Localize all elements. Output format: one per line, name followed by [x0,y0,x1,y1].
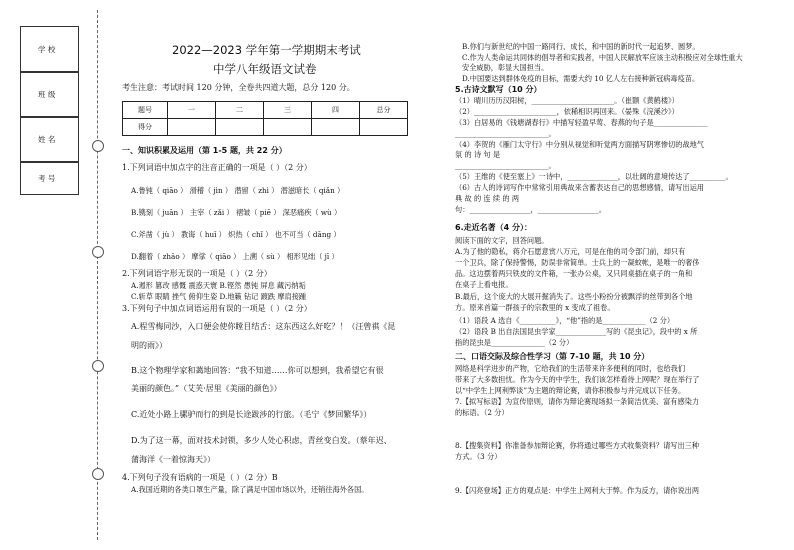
answer-line: （5）王维的《使至塞上》一诗中，______________，以壮阔的意境传达了__________。 [455,172,733,181]
option-line: D.翻着（ zhāo ） 摩挲（ qiāo ） 上溯（ sù ） 相形见绌（ jī ） [131,252,339,261]
option-line: 美丽的颜色。”（艾芙·居里《美丽的颜色》） [131,384,282,393]
answer-line: __________________________。 [455,161,556,170]
passage-line: 带来了大多数担忧。作为今天的中学生，我们该怎样看待上网呢？现在举行了 [455,375,700,384]
table-cell: 三 [264,102,312,119]
table-cell [264,119,312,136]
question-line: 2.下列词语字形无误的一项是（ ）（2 分） [122,269,272,278]
option-line: C.斧凿（ jù ） 教诲（ huǐ ） 炽热（ chǐ ） 也不可当（ dāng ） [131,230,341,239]
name-label: 姓 名 [38,135,56,144]
table-cell: 得分 [123,119,168,136]
question-heading: 6.走近名著（4 分）： [455,223,532,232]
passage-line: B.最后，这个庞大的大展开掘消失了。这些小粉扮分被飘浮的丝带到各个地 [455,292,693,301]
passage-line: 品。这边摆着两只铁皮的文件箱，一张办公桌，又只同桌插在桌子的一角和 [455,269,693,278]
class-label: 班 级 [38,90,56,99]
passage-line: 方。原来首篇一群孩子的宗教里的 x 变成了祖卷。 [455,303,615,312]
answer-line: 指的昆虫是_______________（2 分） [455,338,574,347]
binding-hole [92,468,104,480]
section-heading: 二、口语交际及综合性学习（第 7-10 题，共 10 分） [455,352,650,361]
option-line: D.为了这一幕，面对技术封锁，多少人处心积虑，青丝变白发。（蔡年迟、 [131,436,392,445]
table-cell [312,119,360,136]
question-line: 7.【拟写标语】为宣传原则，请你为辩论赛现场拟一条简洁优美、富有感染力 [455,397,700,406]
binding-hole [92,246,104,258]
passage-line: A.为了他的隐私，蒋介石愿意赏八万元，可是在他的司令部门前，却只有 [455,247,686,256]
answer-line: （3）白居易的《钱塘湖春行》中描写轻盈早莺、春燕的句子是_______________ [455,118,708,127]
question-line: 9.【闪亮登场】正方的观点是：中学生上网利大于弊。作为反方，请你说出两 [455,486,700,495]
table-cell: 四 [312,102,360,119]
question-line: 8.【搜集资料】你准备参加辩论赛，你将通过哪些方式收集资料？请写出三种 [455,441,700,450]
exam-notice: 考生注意：考试时间 120 分钟，全卷共四道大题，总分 120 分。 [122,83,355,92]
answer-line: 句：_________________，_________________。 [455,205,606,214]
answer-line: （6）古人的诗词写作中常常引用典故来含蓄表达自己的思想感情，请写出运用 [455,183,704,192]
option-line: B.镌刻（ juān ） 主宰（ zǎi ） 褶皱（ piē ） 深恶痛疾（ wù ） [131,208,342,217]
table-row [123,119,408,136]
school-label: 学 校 [38,45,56,54]
answer-line: （2）_______________________，依稀相识再回来。（晏殊《浣溪沙》） [455,107,679,116]
exam-subtitle: 中学八年级语文试卷 [213,62,317,76]
option-line: A.遏形 篡改 感慨 震惑天寰 B.铿然 愚钝 屏息 藏污纳垢 [131,281,306,290]
section-heading: 一、知识积累及运用（第 1-5 题，共 22 分） [122,146,287,155]
passage-line: 网络是科学进步的产物，它给我们的生活带来许多便利的同时，也给我们 [455,364,686,373]
option-line: 安全威胁，彰显大国担当。 [462,63,549,72]
table-cell: 一 [168,102,216,119]
question-line: 方式。（3 分） [455,452,502,461]
option-line: D.中国要达到群体免疫的目标，需要大约 10 亿人左右接种新冠病毒疫苗。 [462,74,700,83]
passage-line: 阅读下面的文字，回答问题。 [455,236,549,245]
answer-line: （1）晴川历历汉阳树，_______________________。（崔颢《黄鹤楼》） [455,96,679,105]
question-line: 1.下列词语中加点字的注音正确的一项是（ ）（2 分） [122,163,312,172]
table-cell: 题号 [123,102,168,119]
question-line: 的标语。（2 分） [455,408,509,417]
answer-line: （1）语段 A 选自《__________》，“他”指的是____________（2 分） [455,316,675,325]
passage-line: 在桌子上看电报。 [455,280,513,289]
exam-title: 2022—2023 学年第一学期期末考试 [172,43,361,57]
option-line: C.近处小路上骡驴而行的到是长途跋涉的行旅。（毛宁《梦回繁华》） [131,410,372,419]
option-line: C.作为人类命运共同体的倡导者和实践者，中国人民解放军应该主动积极应对全球性重大 [462,53,743,62]
passage-line: 一个卫兵，除了保持警惕，防误非常简单。士兵上的一凝蚊帐，是唯一的奢侈 [455,258,700,267]
option-line: B.你们与新世纪的中国一路同行、成长，和中国的新时代一起追梦、圆梦。 [462,42,700,51]
option-line: 蒲海洋《一着惊海天》） [131,455,215,464]
option-line: A.我国近期的各类口罩生产量，除了满足中国市场以外，还销往海外各国。 [131,485,369,494]
passage-line: 以“中学生上网利弊谈”为主题的辩论赛，请你积极参与并完成以下任务。 [455,386,686,395]
answer-line: __________________________。 [455,129,556,138]
exam-number-label: 考 号 [38,174,56,183]
table-cell: 总分 [360,102,408,119]
answer-line: 氛 的 诗 句 是 [455,150,501,159]
table-row [123,102,408,119]
table-cell: 二 [216,102,264,119]
option-line: C.斩草 眼睛 挫气 俯仰生姿 D.地籁 钻记 踱跌 摩肩接踵 [131,292,307,301]
option-line: B.这个物理学家和蔼地回答：“我不知道……你可以想到，我希望它有很 [131,366,384,375]
binding-hole [92,360,104,372]
answer-line: 典 故 的 连 续 的 两 [455,194,520,203]
option-line: 明的雨》） [131,341,167,350]
option-line: A.程雪梅同沙，入口便会使你瞠目结舌：这东西这么好吃？！（汪曾祺《昆 [131,322,396,331]
score-table [122,101,408,136]
question-line: 3.下列句子中加点词语运用有误的一项是（ ）（2 分） [122,304,312,313]
answer-line: （4）李贺的《雁门太守行》中分别从视觉和听觉两方面描写阴寒惨切的战地气 [455,140,704,149]
table-cell [360,119,408,136]
option-line: A.鲁钝（ qiāo ） 滑稽（ jìn ） 潜留（ zhì ） 潜滋暗长（ qiǎn ） [131,186,345,195]
question-heading: 5.古诗文默写（10 分） [455,85,542,94]
table-cell [168,119,216,136]
binding-line [97,10,98,540]
binding-hole [92,140,104,152]
answer-line: （2）语段 B 出自法国昆虫学家______________写的《昆虫记》，段中的 x 所 [455,327,698,336]
table-cell [216,119,264,136]
question-line: 4.下列句子没有语病的一项是（ ）（2 分）B [122,473,278,482]
